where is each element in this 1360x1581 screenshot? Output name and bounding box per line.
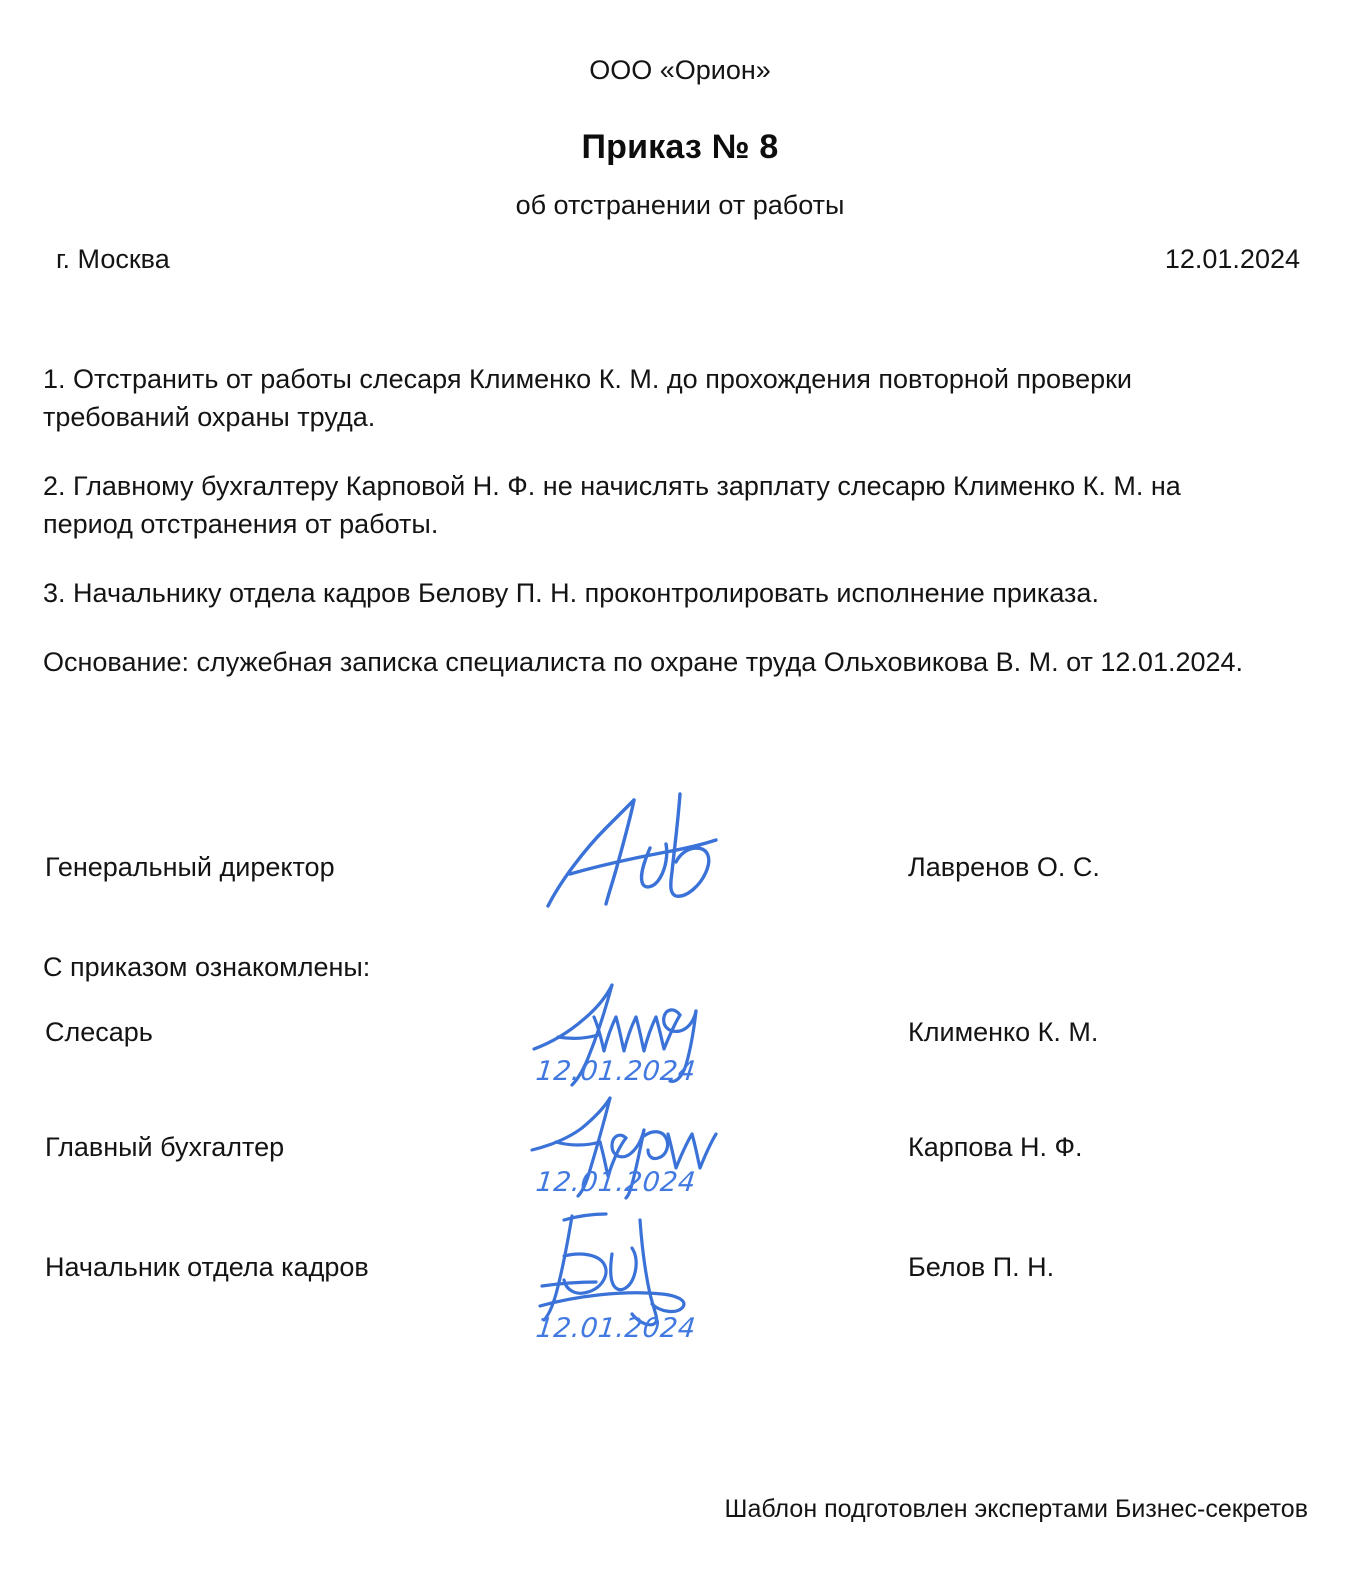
- signature-role-director: Генеральный директор: [45, 852, 335, 882]
- handwritten-date-2: 12.01.2024: [534, 1167, 698, 1198]
- signature-role-1: Слесарь: [45, 1017, 153, 1047]
- signature-row-2: [0, 1128, 1360, 1198]
- signature-role-3: Начальник отдела кадров: [45, 1252, 369, 1282]
- body-paragraph-basis: Основание: служебная записка специалиста по охране труда Ольховикова В. М. от 12.01.2024.: [43, 647, 1244, 677]
- body-paragraph-3: 3. Начальнику отдела кадров Белову П. Н. проконтролировать исполнение приказа.: [43, 578, 1099, 608]
- signature-name-director: Лавренов О. С.: [908, 852, 1100, 882]
- signature-name-3: Белов П. Н.: [908, 1252, 1055, 1282]
- document-subtitle: об отстранении от работы: [515, 190, 845, 220]
- handwritten-signature-director: [530, 786, 750, 936]
- place-label: г. Москва: [56, 244, 170, 274]
- body-paragraph-2: 2. Главному бухгалтеру Карповой Н. Ф. не начислять зарплату слесарю Клименко К. М. на период отстранения от работы.: [43, 471, 1181, 539]
- handwritten-signature-3: [528, 1210, 728, 1330]
- footer-credit: Шаблон подготовлен экспертами Бизнес-секретов: [724, 1495, 1308, 1523]
- document-body: [43, 360, 1273, 681]
- signature-role-2: Главный бухгалтер: [45, 1132, 285, 1162]
- place-and-date-row: [0, 243, 1360, 277]
- document-date: 12.01.2024: [1164, 244, 1300, 274]
- signature-name-1: Клименко К. М.: [908, 1017, 1099, 1047]
- acknowledgement-label: С приказом ознакомлены:: [43, 952, 371, 982]
- signature-row-3: [0, 1248, 1360, 1344]
- organization-name: ООО «Орион»: [589, 55, 771, 85]
- body-paragraph-1: 1. Отстранить от работы слесаря Клименко К. М. до прохождения повторной проверки требований охраны труда.: [43, 364, 1133, 432]
- signature-row-director: [0, 848, 1360, 888]
- signature-area: [0, 790, 1360, 1410]
- signature-name-2: Карпова Н. Ф.: [908, 1132, 1083, 1162]
- document-title: Приказ № 8: [581, 128, 779, 166]
- signature-row-1: [0, 1013, 1360, 1087]
- handwritten-date-3: 12.01.2024: [534, 1313, 698, 1344]
- handwritten-date-1: 12.01.2024: [534, 1056, 698, 1087]
